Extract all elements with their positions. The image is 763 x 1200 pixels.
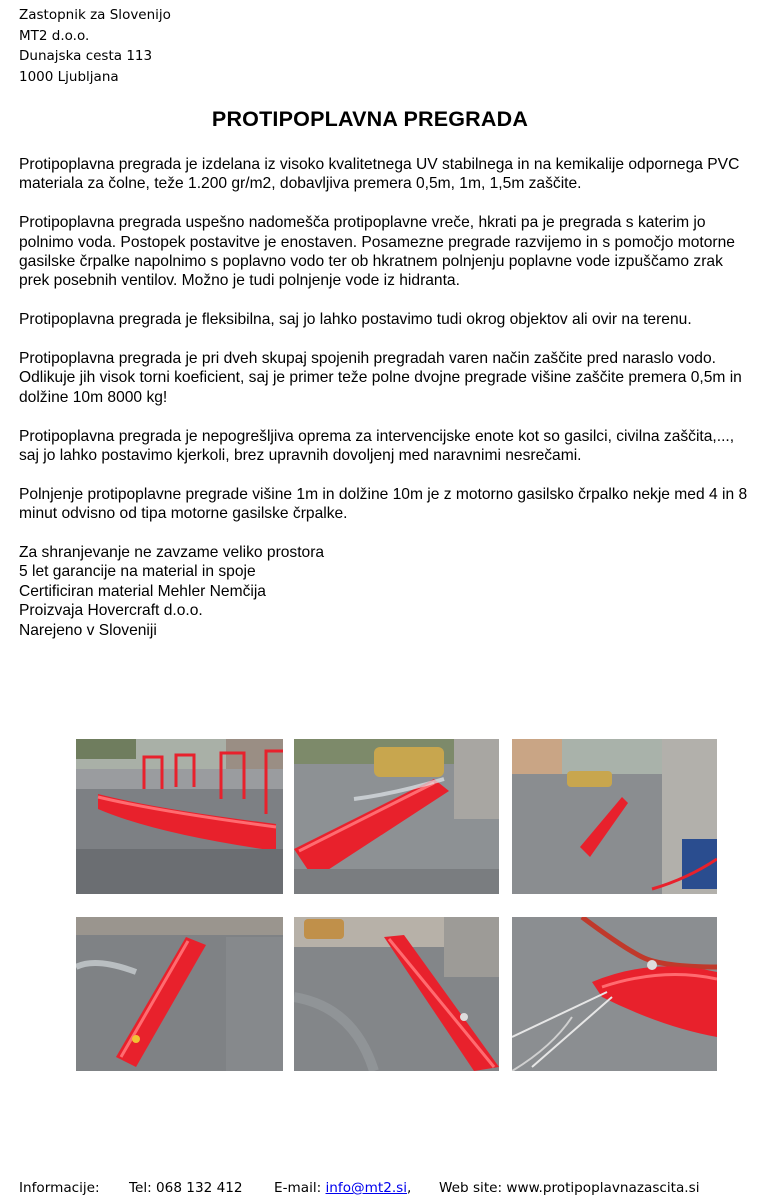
address-line: Zastopnik za Slovenijo bbox=[19, 7, 171, 23]
email-link[interactable]: info@mt2.si bbox=[325, 1180, 408, 1196]
document-title: PROTIPOPLAVNA PREGRADA bbox=[211, 107, 529, 131]
photo-barrier-street bbox=[76, 739, 283, 894]
fact-line: Certificiran material Mehler Nemčija bbox=[19, 582, 266, 600]
address-line: 1000 Ljubljana bbox=[19, 68, 119, 85]
address-line: Dunajska cesta 113 bbox=[19, 48, 153, 64]
photo-barrier-far bbox=[512, 739, 717, 894]
fact-line: Narejeno v Sloveniji bbox=[19, 621, 157, 639]
website: Web site: www.protipoplavnazascita.si bbox=[439, 1180, 700, 1196]
photo-barrier-hose bbox=[512, 917, 717, 1071]
photo-barrier-courtyard bbox=[294, 917, 499, 1071]
address-line: MT2 d.o.o. bbox=[19, 27, 90, 44]
paragraph: Protipoplavna pregrada je izdelana iz visoko kvalitetnega UV stabilnega in na kemikalije odpornega PVC materiala za čolne, teže 1.200 gr/m2, dobavljiva premera 0,5m, 1m, 1,5m zaščite. bbox=[19, 156, 740, 193]
phone-number: Tel: 068 132 412 bbox=[129, 1180, 243, 1196]
paragraph: Protipoplavna pregrada je pri dveh skupaj spojenih pregradah varen način zaščite pred naraslo vodo. Odlikuje jih visok torni koeficient, saj je primer teže polne dvojne pregrade višine zaščite premera 0,5m in dolžine 10m 8000 kg! bbox=[19, 350, 742, 406]
info-label: Informacije: bbox=[19, 1180, 100, 1196]
paragraph: Protipoplavna pregrada je nepogrešljiva oprema za intervencijske enote kot so gasilci, civilna zaščita,..., saj jo lahko postavimo kjerkoli, brez upravnih dovoljenj med naravnimi nesrečami. bbox=[19, 427, 735, 465]
paragraph: Polnjenje protipoplavne pregrade višine 1m in dolžine 10m je z motorno gasilsko črpalko nekje med 4 in 8 minut odvisno od tipa motorne gasilske črpalke. bbox=[19, 485, 748, 523]
email-label: E-mail: bbox=[274, 1180, 326, 1196]
fact-line: Za shranjevanje ne zavzame veliko prostora bbox=[19, 544, 325, 562]
email-suffix: , bbox=[407, 1180, 412, 1196]
paragraph: Protipoplavna pregrada uspešno nadomešča protipoplavne vreče, hkrati pa je pregrada s katerim jo polnimo voda. Postopek postavitve je enostaven. Posamezne pregrade razvijemo in s pomočjo motorne gasilske črpalke napolnimo s poplavno vodo ter ob hkratnem polnjenju poplavne vode izpuščamo zrak prek posebnih ventilov. Možno je tudi polnjenje vode iz hidranta. bbox=[19, 214, 735, 290]
fact-line: 5 let garancije na material in spoje bbox=[19, 563, 256, 581]
fact-line: Proizvaja Hovercraft d.o.o. bbox=[19, 602, 203, 620]
photo-barrier-spray bbox=[76, 917, 283, 1071]
email-contact bbox=[274, 1180, 411, 1196]
paragraph: Protipoplavna pregrada je fleksibilna, saj jo lahko postavimo tudi okrog objektov ali ovir na terenu. bbox=[19, 311, 692, 329]
product-facts bbox=[19, 543, 754, 640]
company-address bbox=[19, 5, 171, 87]
photo-barrier-car bbox=[294, 739, 499, 894]
document-body bbox=[19, 155, 754, 640]
